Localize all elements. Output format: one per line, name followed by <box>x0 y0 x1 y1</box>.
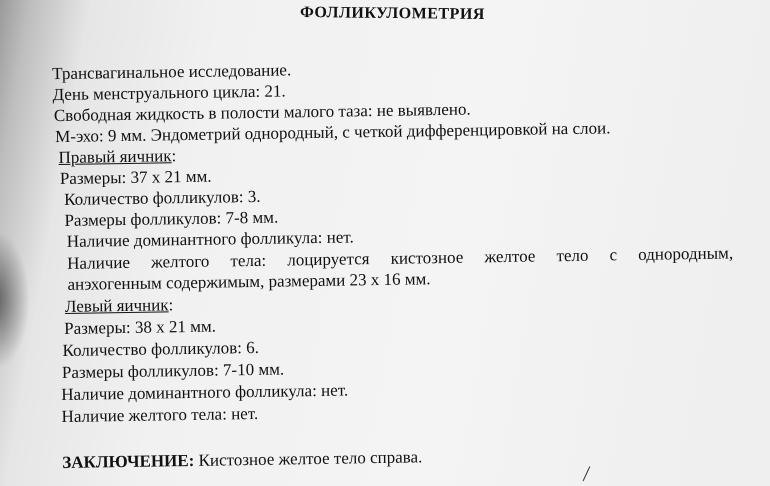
left-ovary-corpus-luteum: Наличие желтого тела: нет. <box>61 403 259 427</box>
conclusion <box>62 447 422 473</box>
conclusion-text: Кистозное желтое тело справа. <box>198 447 423 470</box>
left-ovary-follicle-count: Количество фолликулов: 6. <box>62 337 260 360</box>
word: с <box>609 245 618 265</box>
word: лоцируется <box>287 249 370 270</box>
left-ovary-heading: Левый яичник: <box>64 295 174 316</box>
word: желтое <box>484 246 536 267</box>
right-ovary-dominant: Наличие доминантного фолликула: нет. <box>66 227 354 251</box>
right-ovary-heading: Правый яичник: <box>58 146 177 168</box>
word: тело <box>556 245 589 266</box>
cycle-day: День менструального цикла: 21. <box>52 81 286 105</box>
right-ovary-corpus-luteum-cont: анэхогенным содержимым, размерами 23 х 16 мм. <box>67 269 431 294</box>
word: желтого <box>150 251 210 272</box>
left-ovary-dominant: Наличие доминантного фолликула: нет. <box>61 380 349 405</box>
word: Наличие <box>67 252 131 273</box>
m-echo: М-эхо: 9 мм. Эндометрий однородный, с четкой дифференцировкой на слои. <box>55 118 611 147</box>
word: кистозное <box>390 247 464 268</box>
right-ovary-follicle-size: Размеры фолликулов: 7-8 мм. <box>64 207 279 230</box>
exam-type: Трансвагинальное исследование. <box>52 60 292 84</box>
right-ovary-title: Правый яичник <box>58 146 172 168</box>
document-title: ФОЛЛИКУЛОМЕТРИЯ <box>299 4 485 23</box>
right-ovary-follicle-count: Количество фолликулов: 3. <box>64 186 261 209</box>
word: однородным, <box>638 243 734 264</box>
right-ovary-size: Размеры: 37 х 21 мм. <box>59 166 212 189</box>
left-ovary-title: Левый яичник <box>64 295 169 316</box>
free-fluid: Свободная жидкость в полости малого таза: не выявлено. <box>53 99 471 126</box>
conclusion-label: ЗАКЛЮЧЕНИЕ: <box>62 450 195 473</box>
word: тела: <box>230 250 267 271</box>
left-ovary-follicle-size: Размеры фолликулов: 7-10 мм. <box>61 359 285 383</box>
left-ovary-size: Размеры: 38 х 21 мм. <box>64 316 217 338</box>
